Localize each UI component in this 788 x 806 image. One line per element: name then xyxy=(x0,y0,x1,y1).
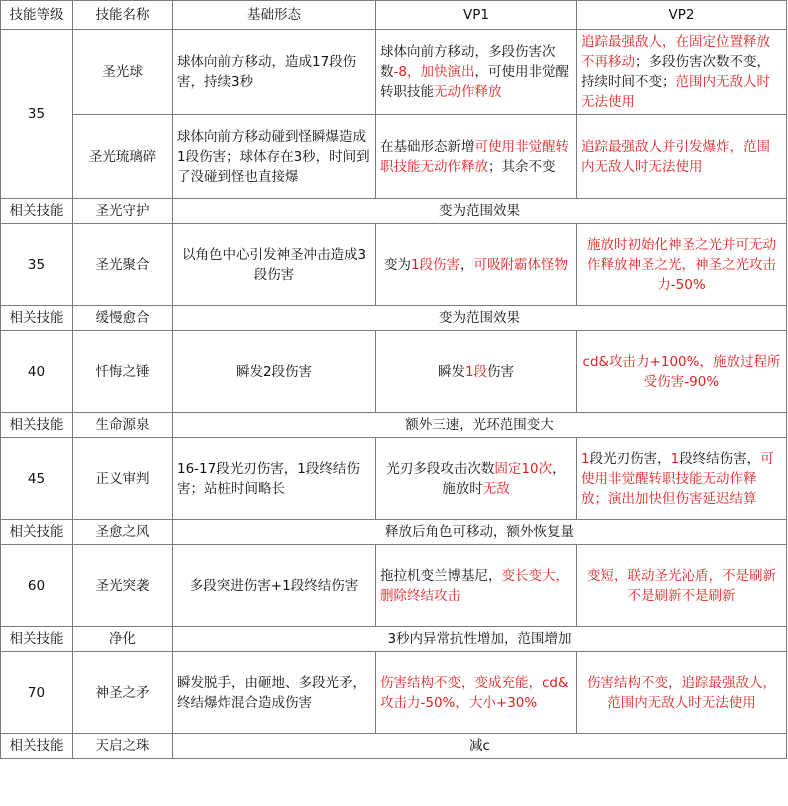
skill-level: 40 xyxy=(1,331,73,413)
highlight-text: 伤害结构不变，变成充能，cd&攻击力-50%，大小+30% xyxy=(380,674,569,711)
base-form-cell: 瞬发脱手，由砸地、多段光矛，终结爆炸混合造成伤害 xyxy=(173,652,376,734)
related-skill-name: 天启之珠 xyxy=(73,734,173,759)
base-form-cell: 多段突进伤害+1段终结伤害 xyxy=(173,545,376,627)
highlight-text: 可吸附霸体怪物 xyxy=(473,256,569,273)
highlight-text: 固定10次 xyxy=(494,460,553,477)
plain-text: ；多段伤害次数不变，持续时间不变； xyxy=(581,54,770,90)
highlight-text: 伤害结构不变，追踪最强敌人，范围内无敌人时无法使用 xyxy=(587,674,776,711)
skill-name: 神圣之矛 xyxy=(73,652,173,734)
skill-row xyxy=(1,224,787,306)
related-label: 相关技能 xyxy=(1,413,73,438)
related-skill-name: 圣愈之风 xyxy=(73,520,173,545)
related-label: 相关技能 xyxy=(1,306,73,331)
highlight-text: 追踪最强敌人并引发爆炸，范围内无敌人时无法使用 xyxy=(581,138,770,175)
skill-row xyxy=(1,438,787,520)
highlight-text: 无敌 xyxy=(482,480,510,497)
table-body xyxy=(1,30,787,759)
skill-row xyxy=(1,331,787,413)
vp2-cell xyxy=(577,652,787,734)
base-form-cell: 以角色中心引发神圣冲击造成3段伤害 xyxy=(173,224,376,306)
highlight-text: 可使用非觉醒转职技能无动作释放 xyxy=(380,138,569,175)
highlight-text: 施放时初始化神圣之光并可无动作释放神圣之光，神圣之光攻击力-50% xyxy=(587,236,776,293)
plain-text: 瞬发 xyxy=(437,363,465,380)
related-effect: 释放后角色可移动，额外恢复量 xyxy=(173,520,787,545)
skill-level: 45 xyxy=(1,438,73,520)
skill-level: 35 xyxy=(1,30,73,199)
highlight-text: 变短，联动圣光沁盾，不是刷新不是刷新不是刷新 xyxy=(587,567,776,604)
plain-text: ，可使用非觉醒转职技能 xyxy=(380,64,569,100)
highlight-text: -8，加快演出 xyxy=(393,64,475,80)
plain-text: 拖拉机变兰博基尼， xyxy=(380,567,502,584)
header-level: 技能等级 xyxy=(1,1,73,30)
related-effect: 额外三速，光环范围变大 xyxy=(173,413,787,438)
header-vp2: VP2 xyxy=(577,1,787,30)
skill-row xyxy=(1,652,787,734)
plain-text: ，施放时 xyxy=(442,460,566,497)
plain-text: 段终结伤害， xyxy=(679,450,761,467)
related-effect: 减c xyxy=(173,734,787,759)
highlight-text: 无动作释放 xyxy=(434,84,502,100)
related-skill-row xyxy=(1,734,787,759)
skill-row xyxy=(1,115,787,199)
vp1-cell xyxy=(376,115,577,199)
vp1-cell xyxy=(376,438,577,520)
skill-level: 60 xyxy=(1,545,73,627)
vp2-cell xyxy=(577,331,787,413)
skill-name: 圣光突袭 xyxy=(73,545,173,627)
vp1-cell xyxy=(376,224,577,306)
related-skill-row xyxy=(1,520,787,545)
related-skill-row xyxy=(1,199,787,224)
vp2-cell xyxy=(577,224,787,306)
highlight-text: 追踪最强敌人，在固定位置释放不再移动 xyxy=(581,34,770,70)
related-skill-name: 净化 xyxy=(73,627,173,652)
skill-name: 圣光琉璃碎 xyxy=(73,115,173,199)
vp2-cell xyxy=(577,30,787,115)
header-row xyxy=(1,1,787,30)
plain-text: ；其余不变 xyxy=(488,158,556,175)
related-skill-row xyxy=(1,627,787,652)
plain-text: 在基础形态新增 xyxy=(380,138,475,155)
related-label: 相关技能 xyxy=(1,199,73,224)
related-skill-name: 缓慢愈合 xyxy=(73,306,173,331)
base-form-cell: 瞬发2段伤害 xyxy=(173,331,376,413)
related-skill-row xyxy=(1,306,787,331)
header-base-form: 基础形态 xyxy=(173,1,376,30)
highlight-text: 可使用非觉醒转职技能无动作释放；演出加快但伤害延迟结算 xyxy=(581,450,774,507)
related-effect: 变为范围效果 xyxy=(173,306,787,331)
plain-text: ， xyxy=(460,256,474,273)
related-effect: 3秒内异常抗性增加，范围增加 xyxy=(173,627,787,652)
skill-name: 圣光聚合 xyxy=(73,224,173,306)
highlight-text: 1 xyxy=(581,450,590,467)
plain-text: 变为 xyxy=(383,256,411,273)
skill-level: 35 xyxy=(1,224,73,306)
related-skill-row xyxy=(1,413,787,438)
plain-text: 段光刃伤害， xyxy=(589,450,671,467)
base-form-cell: 16-17段光刃伤害，1段终结伤害；站桩时间略长 xyxy=(173,438,376,520)
skill-level: 70 xyxy=(1,652,73,734)
related-label: 相关技能 xyxy=(1,734,73,759)
skill-name: 圣光球 xyxy=(73,30,173,115)
highlight-text: 1 xyxy=(670,450,680,467)
highlight-text: 1段 xyxy=(464,363,488,380)
header-vp1: VP1 xyxy=(376,1,577,30)
highlight-text: 范围内无敌人时无法使用 xyxy=(581,74,770,110)
base-form-cell: 球体向前方移动，造成17段伤害，持续3秒 xyxy=(173,30,376,115)
highlight-text: 变长变大，删除终结攻击 xyxy=(380,567,569,604)
vp2-cell xyxy=(577,438,787,520)
vp1-cell xyxy=(376,545,577,627)
skill-row xyxy=(1,545,787,627)
related-label: 相关技能 xyxy=(1,627,73,652)
base-form-cell: 球体向前方移动碰到怪瞬爆造成1段伤害；球体存在3秒，时间到了没碰到怪也直接爆 xyxy=(173,115,376,199)
related-skill-name: 圣光守护 xyxy=(73,199,173,224)
related-label: 相关技能 xyxy=(1,520,73,545)
highlight-text: 1段伤害 xyxy=(410,256,461,273)
vp2-cell xyxy=(577,115,787,199)
skill-row xyxy=(1,30,787,115)
skill-name: 忏悔之锤 xyxy=(73,331,173,413)
related-skill-name: 生命源泉 xyxy=(73,413,173,438)
related-effect: 变为范围效果 xyxy=(173,199,787,224)
vp1-cell xyxy=(376,652,577,734)
skill-name: 正义审判 xyxy=(73,438,173,520)
plain-text: 球体向前方移动，多段伤害次数 xyxy=(380,44,556,80)
vp1-cell xyxy=(376,331,577,413)
plain-text: 光刃多段攻击次数 xyxy=(386,460,495,477)
vp2-cell xyxy=(577,545,787,627)
plain-text: 伤害 xyxy=(487,363,515,380)
highlight-text: cd&攻击力+100%，施放过程所受伤害-90% xyxy=(582,353,781,390)
header-skill-name: 技能名称 xyxy=(73,1,173,30)
vp1-cell xyxy=(376,30,577,115)
